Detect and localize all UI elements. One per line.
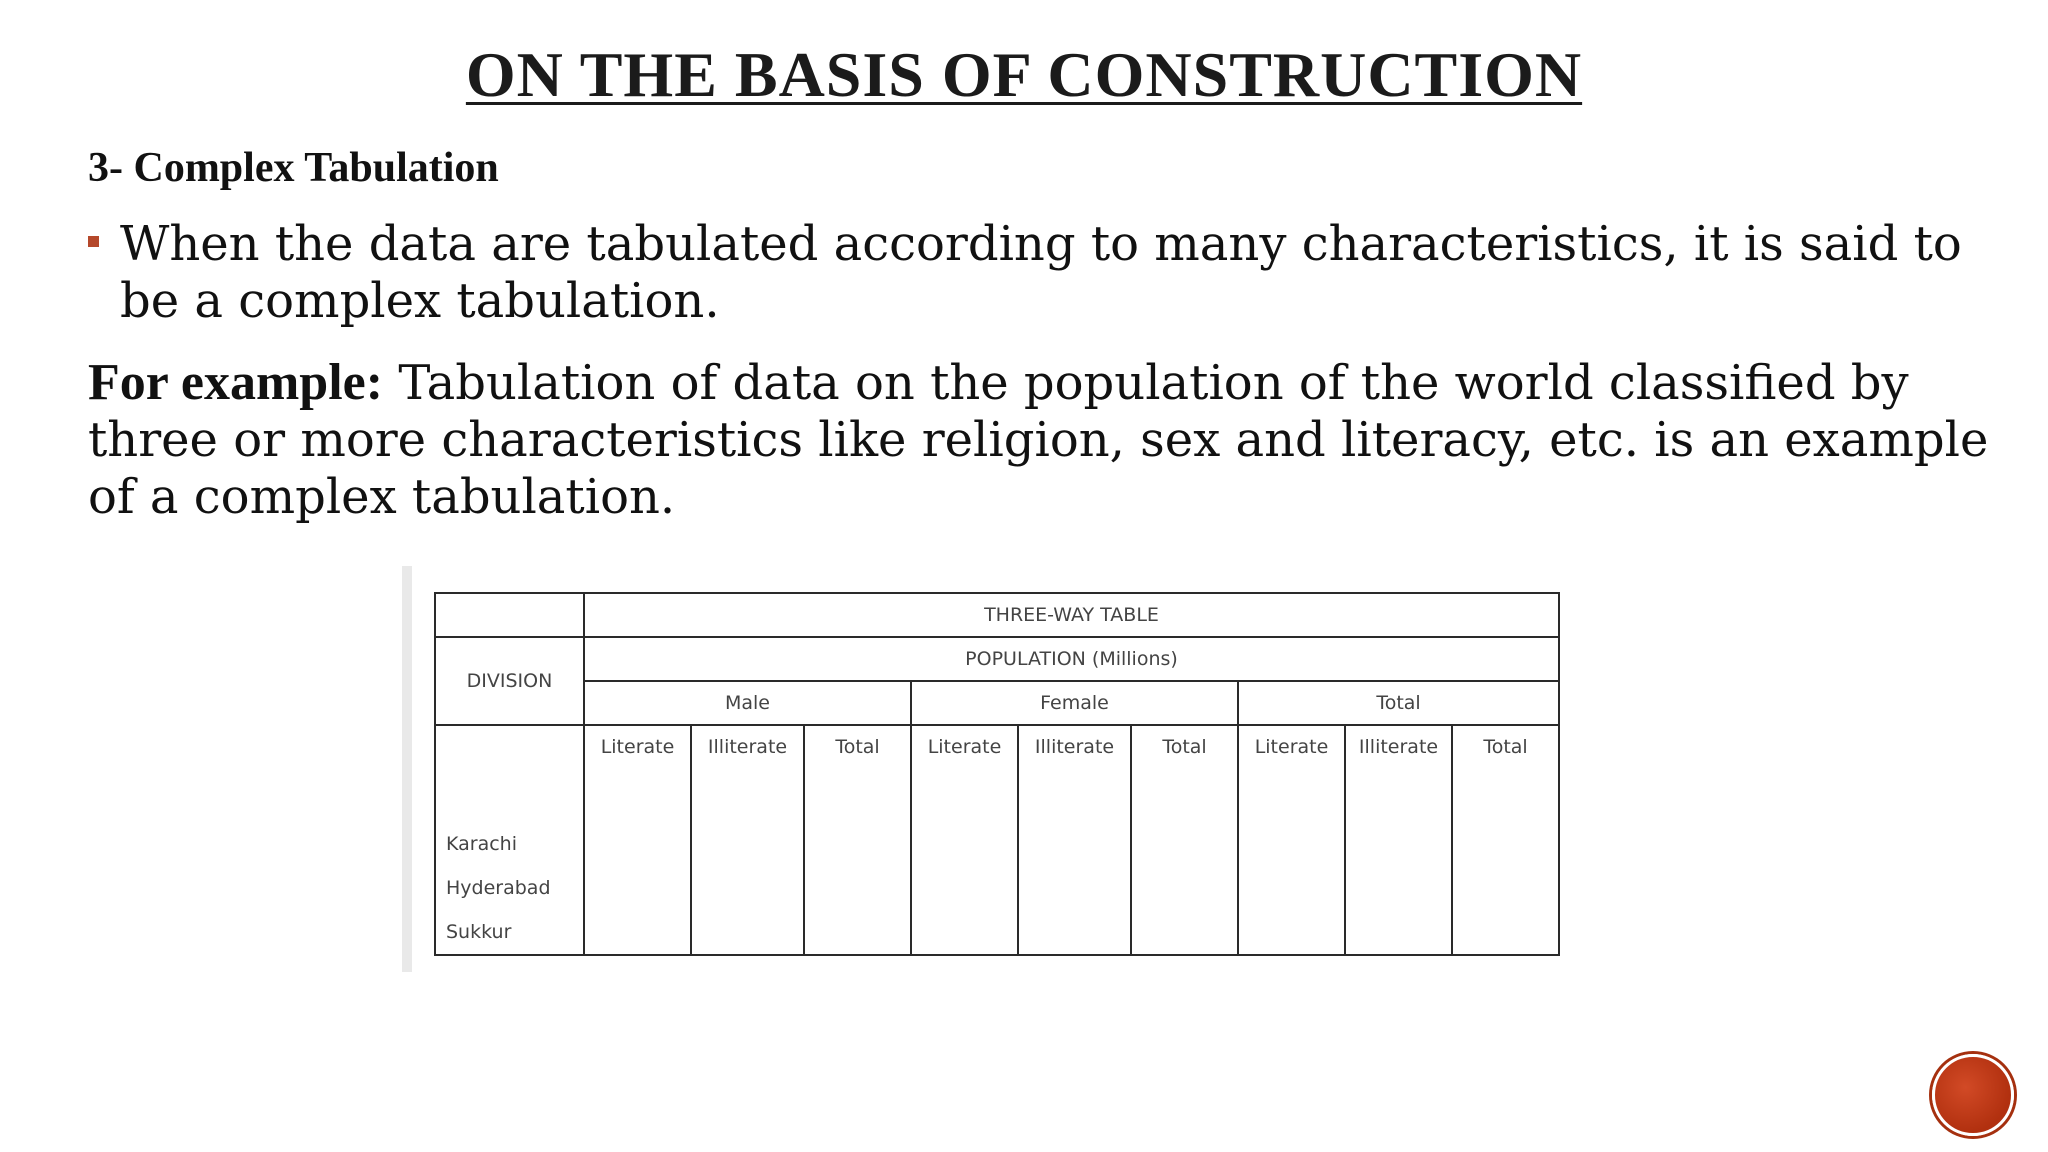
population-header: POPULATION (Millions): [584, 637, 1559, 681]
group-header-female: Female: [911, 681, 1238, 725]
row-label-sukkur: Sukkur: [446, 921, 512, 943]
slide-subtitle: 3- Complex Tabulation: [88, 145, 499, 191]
example-label: For example:: [88, 354, 384, 411]
three-way-table: [434, 592, 1560, 956]
bullet-point: [88, 216, 2008, 330]
population-row: [435, 637, 1559, 681]
three-way-table-container: [434, 592, 1560, 956]
square-bullet-icon: [88, 236, 99, 247]
subcolumn-header: Literate: [584, 725, 691, 955]
subcolumn-header: Total: [804, 725, 911, 955]
division-rows-cell: [435, 725, 584, 955]
example-paragraph: [88, 354, 2008, 526]
row-spacer: [446, 736, 583, 822]
example-text: Tabulation of data on the population of the world classified by three or more characteristics like religion, sex and literacy, etc. is an example of a complex tabulation.: [88, 355, 1989, 525]
row-label-karachi: Karachi: [446, 833, 517, 855]
subcolumn-header: Literate: [911, 725, 1018, 955]
subcolumn-header: Illiterate: [1345, 725, 1452, 955]
row-label-hyderabad: Hyderabad: [446, 877, 551, 899]
table-caption: THREE-WAY TABLE: [584, 593, 1559, 637]
group-header-total: Total: [1238, 681, 1559, 725]
next-slide-button[interactable]: [1932, 1054, 2014, 1136]
subcolumn-header: Literate: [1238, 725, 1345, 955]
corner-cell: [435, 593, 584, 637]
division-header: DIVISION: [435, 637, 584, 725]
slide-title: ON THE BASIS OF CONSTRUCTION: [465, 39, 1583, 110]
group-header-male: Male: [584, 681, 911, 725]
subcolumn-header: Total: [1452, 725, 1559, 955]
subcolumn-header: Illiterate: [691, 725, 804, 955]
table-caption-row: [435, 593, 1559, 637]
bullet-text: When the data are tabulated according to many characteristics, it is said to be a complex tabulation.: [120, 216, 1962, 329]
group-header-row: [435, 681, 1559, 725]
subcolumn-header: Illiterate: [1018, 725, 1131, 955]
subcolumn-header: Total: [1131, 725, 1238, 955]
